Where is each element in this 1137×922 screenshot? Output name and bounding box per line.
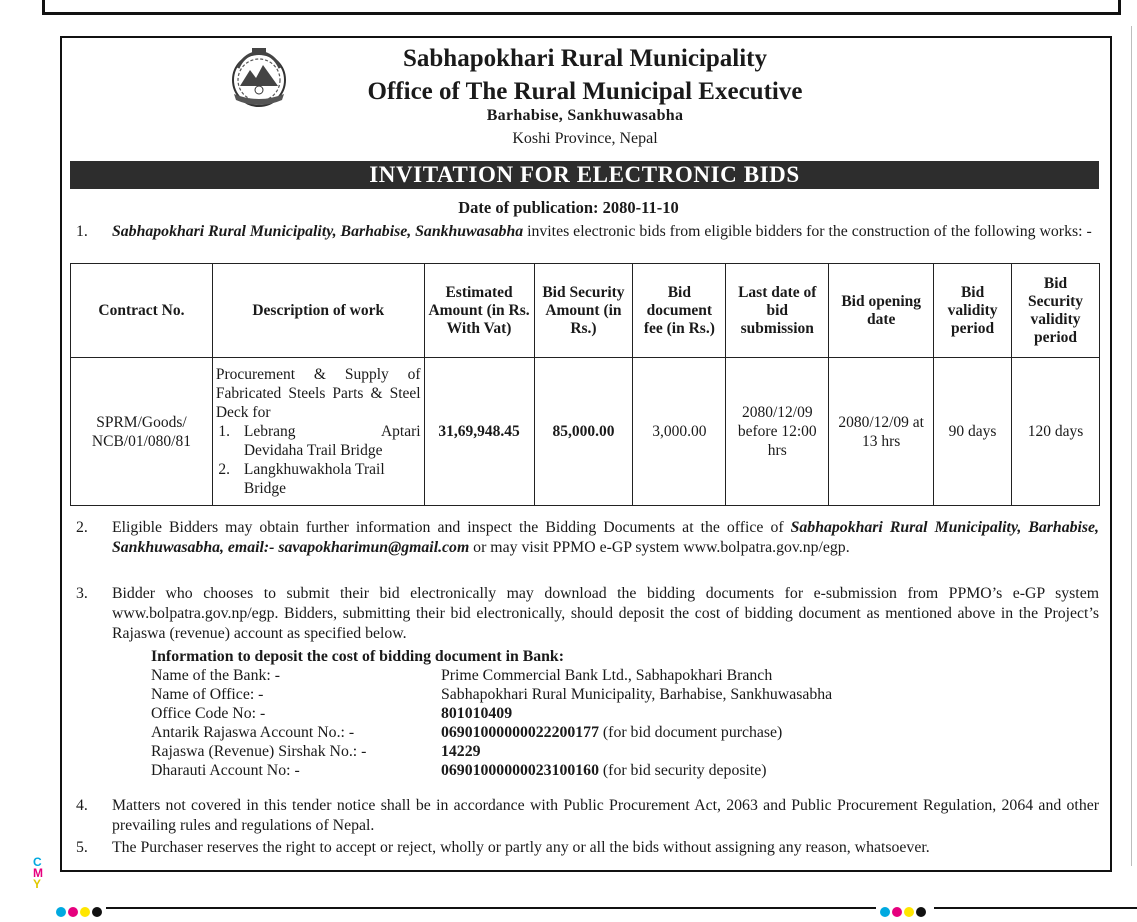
item-number: 4. bbox=[76, 797, 88, 814]
magenta-dot-icon bbox=[892, 907, 902, 917]
bank-label: Antarik Rajaswa Account No.: - bbox=[151, 724, 355, 741]
cell-doc-fee: 3,000.00 bbox=[633, 358, 726, 506]
bottom-rule bbox=[934, 907, 1137, 909]
cell-security-validity: 120 days bbox=[1012, 358, 1100, 506]
notice-banner: INVITATION FOR ELECTRONIC BIDS bbox=[70, 161, 1099, 189]
item-number: 1. bbox=[76, 223, 88, 240]
col-doc-fee: Bid document fee (in Rs.) bbox=[633, 264, 726, 358]
bank-value-row bbox=[441, 762, 767, 781]
province: Koshi Province, Nepal bbox=[512, 130, 658, 147]
list-item bbox=[234, 422, 421, 460]
color-dots-left bbox=[56, 904, 104, 922]
bank-value: 06901000000023100160 bbox=[441, 762, 599, 779]
cmyk-letter: M bbox=[33, 866, 43, 880]
bid-table bbox=[70, 263, 1100, 506]
cell-opening-date: 2080/12/09 at 13 hrs bbox=[829, 358, 934, 506]
bank-value: 06901000000022200177 bbox=[441, 724, 599, 741]
cell-contract-no: SPRM/Goods/ NCB/01/080/81 bbox=[71, 358, 213, 506]
top-box-border bbox=[42, 0, 1121, 15]
black-dot-icon bbox=[92, 907, 102, 917]
bank-label: Rajaswa (Revenue) Sirshak No.: - bbox=[151, 743, 367, 760]
desc-list bbox=[216, 422, 421, 498]
desc-item-1-rest: Devidaha Trail Bridge bbox=[243, 442, 383, 459]
table-row bbox=[71, 358, 1100, 506]
cmyk-letter: Y bbox=[33, 877, 42, 891]
bank-value: 14229 bbox=[441, 743, 481, 760]
bank-value-note: (for bid document purchase) bbox=[598, 724, 783, 741]
col-opening-date: Bid opening date bbox=[829, 264, 934, 358]
item-2-text bbox=[112, 518, 1099, 558]
table-header-row bbox=[71, 264, 1100, 358]
bank-label: Office Code No: - bbox=[151, 705, 266, 722]
yellow-dot-icon bbox=[80, 907, 90, 917]
bank-info-heading: Information to deposit the cost of bidding document in Bank: bbox=[151, 648, 564, 665]
cell-last-date: 2080/12/09 before 12:00 hrs bbox=[726, 358, 829, 506]
item-number: 5. bbox=[76, 839, 88, 856]
bank-value: Prime Commercial Bank Ltd., Sabhapokhari Branch bbox=[441, 667, 773, 684]
org-name: Sabhapokhari Rural Municipality bbox=[403, 45, 767, 72]
item-1-org: Sabhapokhari Rural Municipality, Barhabise, Sankhuwasabha bbox=[112, 223, 524, 240]
cyan-dot-icon bbox=[56, 907, 66, 917]
bank-label: Name of Office: - bbox=[151, 686, 264, 703]
col-security-validity: Bid Security validity period bbox=[1012, 264, 1100, 358]
item-number: 3. bbox=[76, 585, 88, 602]
col-description: Description of work bbox=[212, 264, 424, 358]
col-last-date: Last date of bid submission bbox=[726, 264, 829, 358]
cell-validity: 90 days bbox=[934, 358, 1012, 506]
col-validity: Bid validity period bbox=[934, 264, 1012, 358]
cell-description bbox=[212, 358, 424, 506]
bank-label: Name of the Bank: - bbox=[151, 667, 280, 684]
bank-label: Dharauti Account No: - bbox=[151, 762, 300, 779]
col-estimated-amount: Estimated Amount (in Rs. With Vat) bbox=[424, 264, 534, 358]
page-edge-rule bbox=[1131, 26, 1132, 866]
desc-item-1-word: Aptari bbox=[380, 423, 421, 440]
item-number: 2. bbox=[76, 519, 88, 536]
item-3-text: Bidder who chooses to submit their bid electronically may download the bidding documents for e-submission from PPMO’s e-GP system www.bolpatra.gov.np/egp. Bidders, submitting their bid electronically, should deposit the cost of bidding document as mentioned above in the Project’s Rajaswa (revenue) account as specified below. bbox=[112, 585, 1099, 642]
item-2-lead: Eligible Bidders may obtain further information and inspect the Bidding Documents at the office of bbox=[112, 519, 791, 536]
cmyk-letter: C bbox=[33, 855, 42, 869]
desc-item-1-word: 1. Lebrang bbox=[243, 423, 296, 440]
item-5-text: The Purchaser reserves the right to accept or reject, wholly or partly any or all the bids without assigning any reason, whatsoever. bbox=[112, 839, 930, 856]
magenta-dot-icon bbox=[68, 907, 78, 917]
list-item: 2. Langkhuwakhola Trail Bridge bbox=[234, 460, 421, 498]
cyan-dot-icon bbox=[880, 907, 890, 917]
cell-bid-security: 85,000.00 bbox=[534, 358, 633, 506]
color-dots-right bbox=[880, 904, 928, 922]
col-contract-no: Contract No. bbox=[71, 264, 213, 358]
cmyk-marks bbox=[33, 857, 43, 890]
cell-estimated-amount: 31,69,948.45 bbox=[424, 358, 534, 506]
item-2-office: Sabhapokhari Rural Municipality, Barhabise, Sankhuwasabha, email:- savapokharimun@gmail.com bbox=[112, 519, 1099, 556]
item-1-rest: invites electronic bids from eligible bidders for the construction of the following works: - bbox=[523, 223, 1092, 240]
bottom-rule bbox=[106, 907, 876, 909]
bank-value-note: (for bid security deposite) bbox=[598, 762, 767, 779]
bank-value: 801010409 bbox=[441, 705, 513, 722]
item-2-tail: or may visit PPMO e-GP system www.bolpatra.gov.np/egp. bbox=[469, 539, 850, 556]
black-dot-icon bbox=[916, 907, 926, 917]
item-4-text: Matters not covered in this tender notice shall be in accordance with Public Procurement Act, 2063 and Public Procurement Regulation, 2064 and other prevailing rules and regulations of Nepal. bbox=[112, 797, 1099, 834]
office-name: Office of The Rural Municipal Executive bbox=[367, 78, 803, 105]
municipality-emblem-icon bbox=[222, 44, 296, 112]
desc-intro: Procurement & Supply of Fabricated Steels Parts & Steel Deck for bbox=[215, 366, 421, 421]
location: Barhabise, Sankhuwasabha bbox=[486, 107, 684, 124]
item-1-text bbox=[112, 222, 1099, 242]
bank-value-row bbox=[441, 724, 782, 743]
yellow-dot-icon bbox=[904, 907, 914, 917]
col-bid-security: Bid Security Amount (in Rs.) bbox=[534, 264, 633, 358]
publication-date: Date of publication: 2080-11-10 bbox=[458, 198, 679, 217]
bank-value: Sabhapokhari Rural Municipality, Barhabise, Sankhuwasabha bbox=[441, 686, 833, 703]
